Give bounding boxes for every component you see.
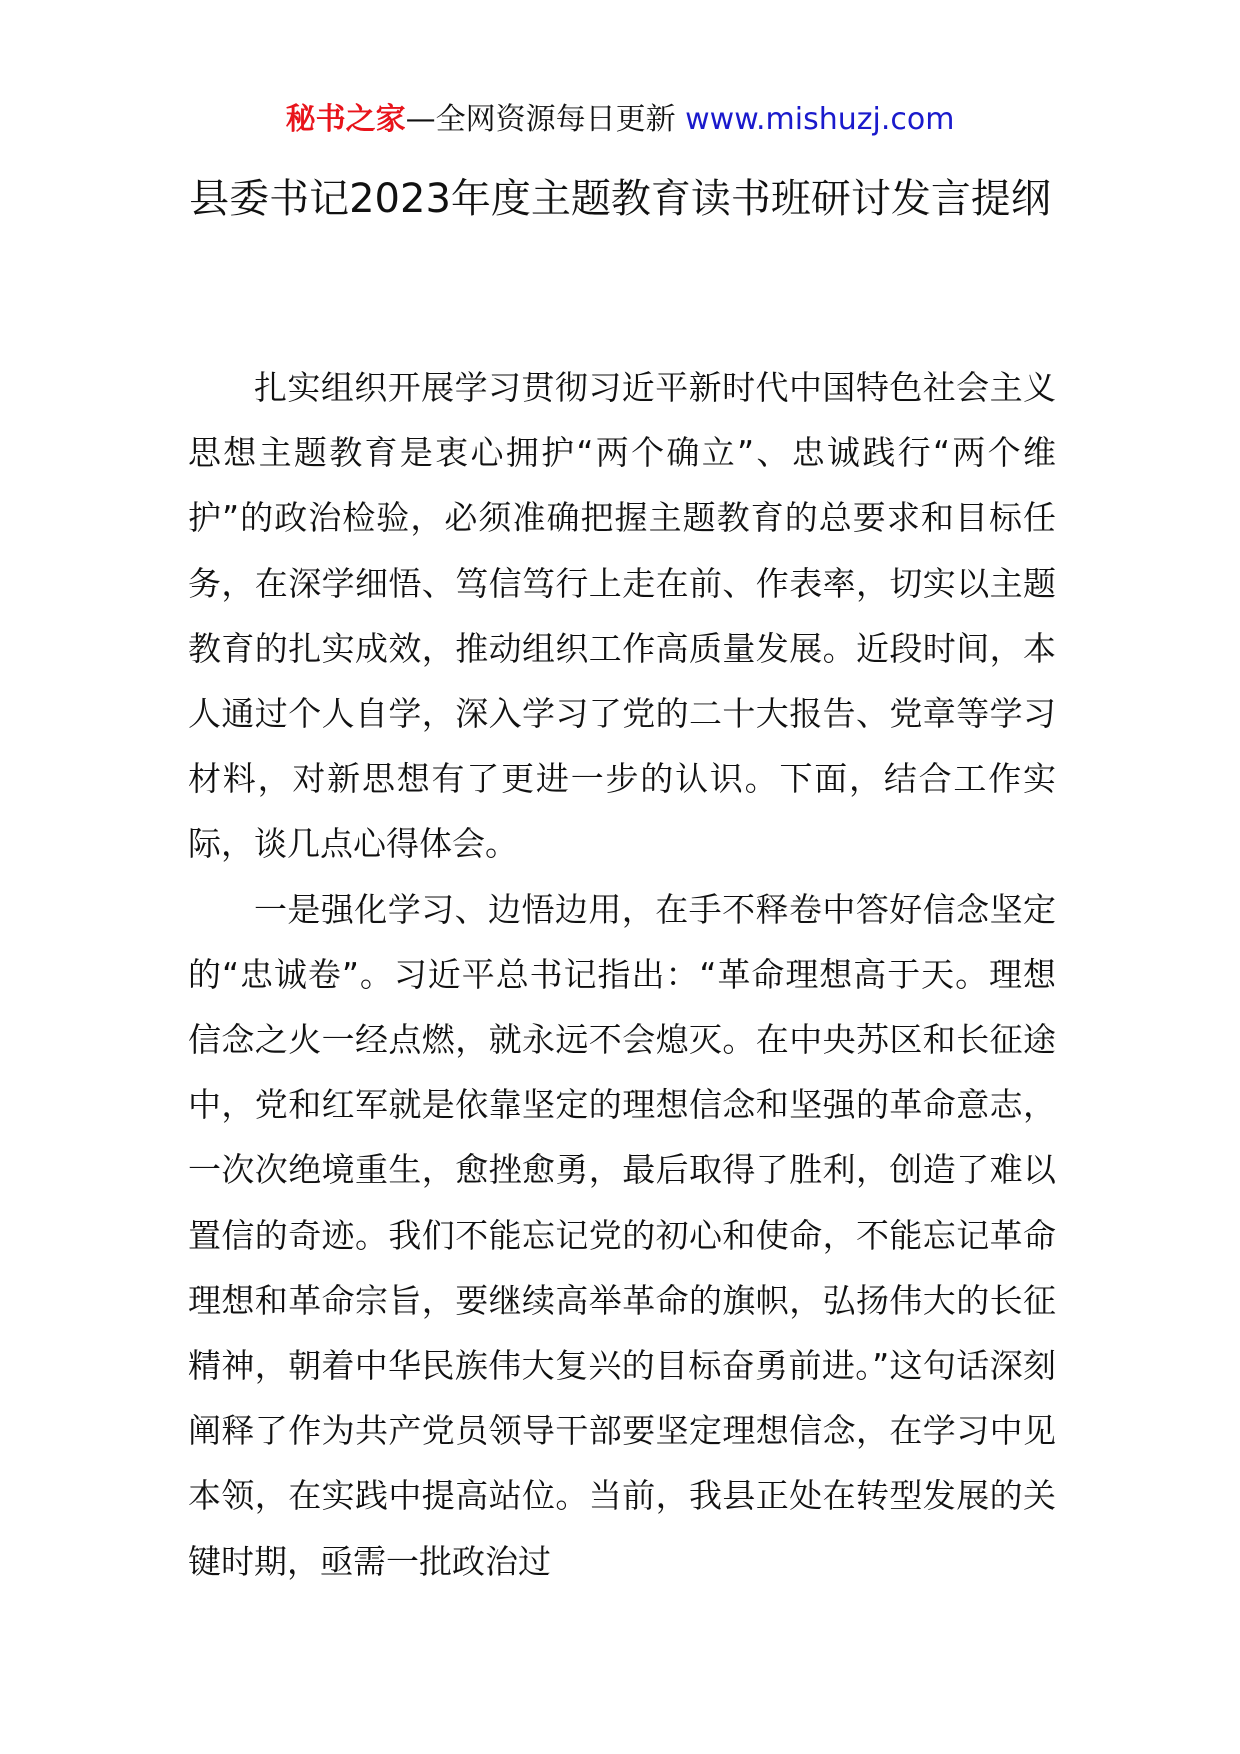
paragraph-point-one: 一是强化学习、边悟边用，在手不释卷中答好信念坚定的“忠诚卷”。习近平总书记指出：“革命理想高于天。理想信念之火一经点燃，就永远不会熄灭。在中央苏区和长征途中，党和红军就是依靠坚定的理想信念和坚强的革命意志，一次次绝境重生，愈挫愈勇，最后取得了胜利，创造了难以置信的奇迹。我们不能忘记党的初心和使命，不能忘记革命理想和革命宗旨，要继续高举革命的旗帜，弘扬伟大的长征精神，朝着中华民族伟大复兴的目标奋勇前进。”这句话深刻阐释了作为共产党员领导干部要坚定理想信念，在学习中见本领，在实践中提高站位。当前，我县正处在转型发展的关键时期，亟需一批政治过 [188,889,1056,1581]
site-header [0,100,1240,140]
site-url-link[interactable]: www.mishuzj.com [685,102,955,137]
paragraph-intro: 扎实组织开展学习贯彻习近平新时代中国特色社会主义思想主题教育是衷心拥护“两个确立”、忠诚践行“两个维护”的政治检验，必须准确把握主题教育的总要求和目标任务，在深学细悟、笃信笃行上走在前、作表率，切实以主题教育的扎实成效，推动组织工作高质量发展。近段时间，本人通过个人自学，深入学习了党的二十大报告、党章等学习材料，对新思想有了更进一步的认识。下面，结合工作实际，谈几点心得体会。 [188,368,1056,864]
site-tagline: —全网资源每日更新 [405,102,676,137]
document-body [188,355,1056,1594]
brand-name: 秘书之家 [285,102,406,137]
document-title: 县委书记2023年度主题教育读书班研讨发言提纲 [189,176,1051,222]
